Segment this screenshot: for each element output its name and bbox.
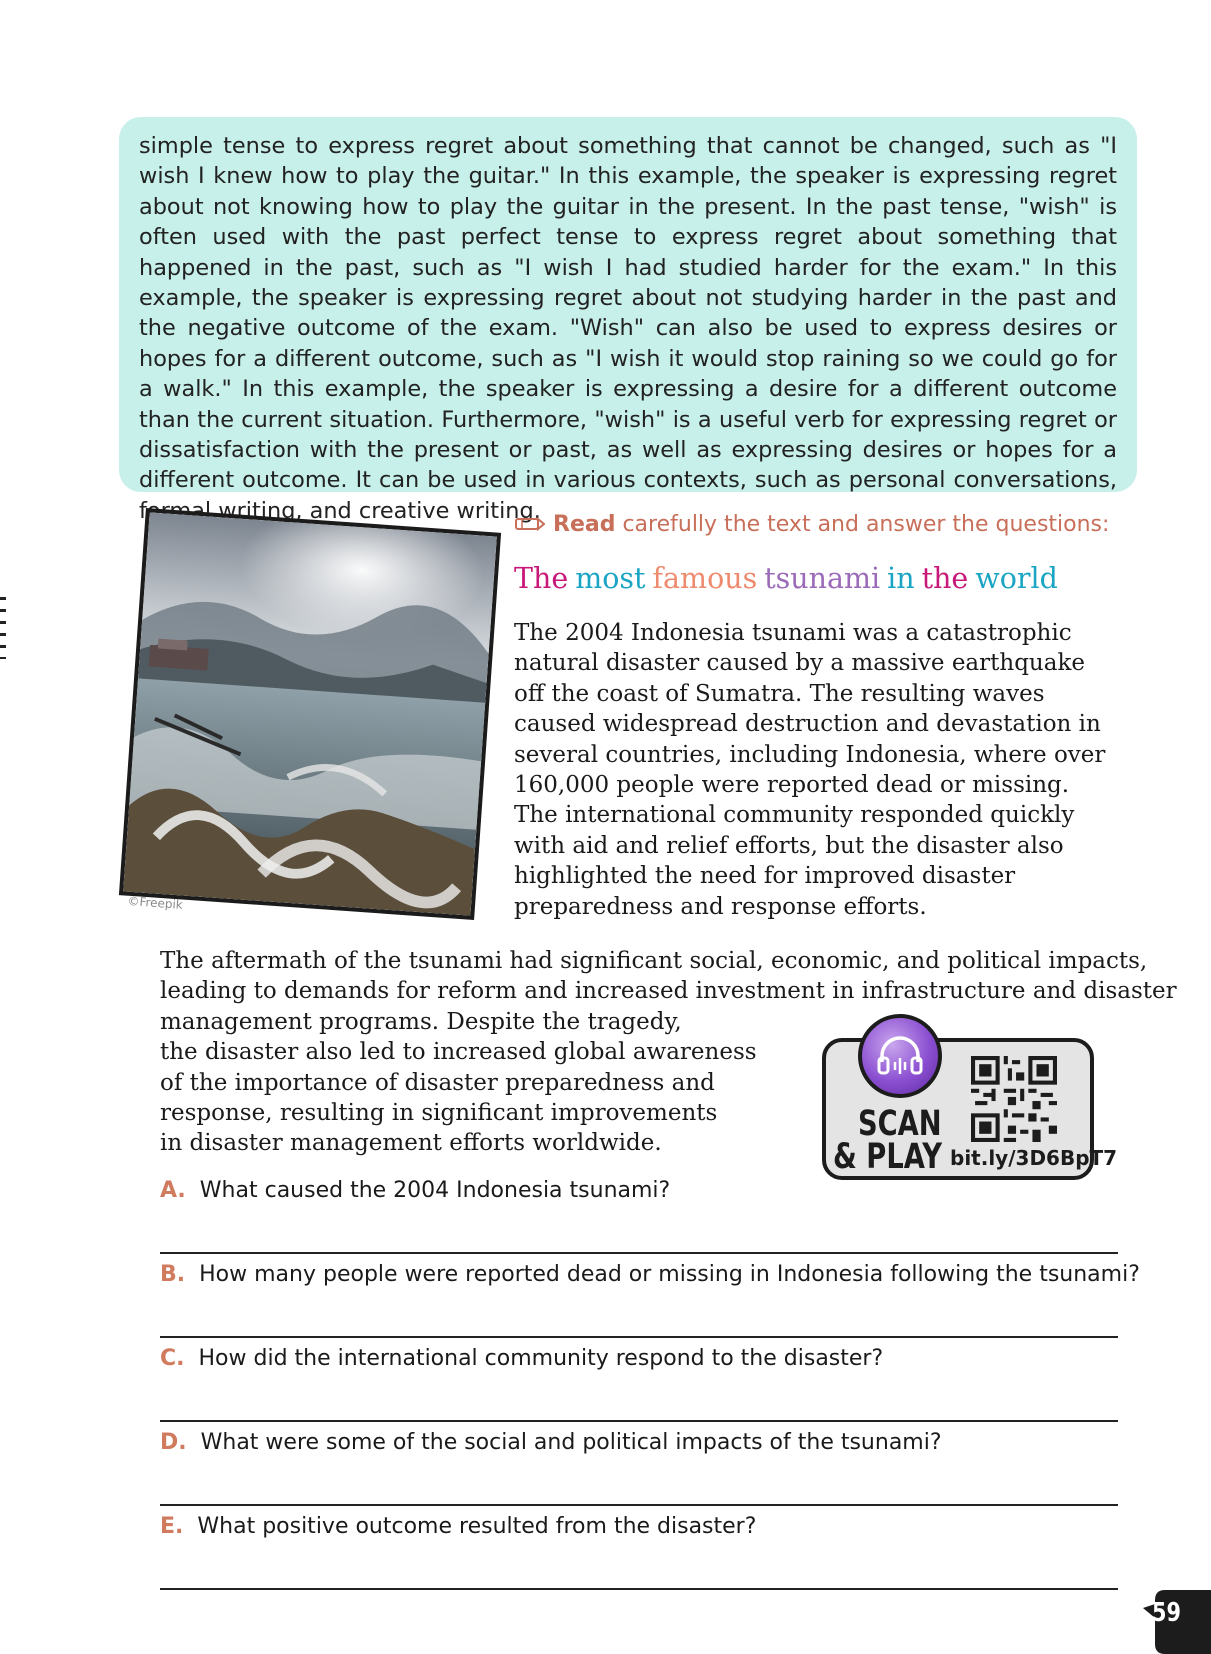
instruction-rest: carefully the text and answer the questions: [615, 512, 1110, 537]
tsunami-photo-illustration [123, 512, 497, 915]
scan-label: SCAN [857, 1104, 942, 1144]
answer-line-c[interactable] [160, 1420, 1118, 1422]
paragraph-line: of the importance of disaster preparedness and [160, 1069, 715, 1096]
grammar-explanation-box [119, 117, 1137, 524]
page-edge-marks [0, 597, 6, 659]
question-text: What caused the 2004 Indonesia tsunami? [199, 1178, 671, 1203]
page-number: 59 [1152, 1598, 1181, 1628]
title-word: the [921, 562, 969, 595]
answer-line-e[interactable] [160, 1588, 1118, 1590]
title-word: in [887, 562, 915, 595]
photo-credit: ©Freepik [127, 894, 184, 912]
article-paragraph-1: The 2004 Indonesia tsunami was a catastrophic natural disaster caused by a massive earthquake off the coast of Sumatra. The resulting waves caused widespread destruction and devastation in several countries, including Indonesia, where over 160,000 people were reported dead or missing. The international community responded quickly with aid and relief efforts, but the disaster also highlighted the need for improved disaster preparedness and response efforts. [514, 620, 1106, 920]
paragraph-line: response, resulting in significant improvements [160, 1100, 718, 1127]
scan-play-label [833, 1104, 943, 1177]
question-letter: D. [160, 1430, 187, 1455]
instruction-bold: Read [553, 512, 616, 537]
paragraph-line: the disaster also led to increased global awareness [160, 1039, 757, 1066]
tsunami-photo [119, 508, 501, 920]
question-d [160, 1430, 942, 1455]
title-word: most [575, 562, 646, 595]
pencil-icon [515, 512, 545, 537]
question-letter: B. [160, 1262, 186, 1287]
title-word: tsunami [764, 562, 881, 595]
question-text: How many people were reported dead or missing in Indonesia following the tsunami? [199, 1262, 1140, 1287]
question-letter: A. [160, 1178, 186, 1203]
question-text: What were some of the social and political impacts of the tsunami? [200, 1430, 942, 1455]
question-e [160, 1514, 756, 1539]
question-text: How did the international community respond to the disaster? [198, 1346, 884, 1371]
grammar-explanation-text: simple tense to express regret about something that cannot be changed, such as "I wish I knew how to play the guitar." In this example, the speaker is expressing regret about not knowing how to play the guitar in the present. In the past tense, "wish" is often used with the past perfect tense to express regret about something that happened in the past, such as "I wish I had studied harder for the exam." In this example, the speaker is expressing regret about not studying harder in the past and the negative outcome of the exam. "Wish" can also be used to express desires or hopes for a different outcome, such as "I wish it would stop raining so we could go for a walk." In this example, the speaker is expressing a desire for a different outcome than the current situation. Furthermore, "wish" is a useful verb for expressing regret or dissatisfaction with the present or past, as well as expressing desires or hopes for a different outcome. It can be used in various contexts, such as personal conversations, formal writing, and creative writing. [139, 133, 1117, 524]
scan-link[interactable]: bit.ly/3D6BpT7 [950, 1146, 1118, 1170]
title-word: famous [652, 562, 758, 595]
instruction-line [515, 512, 1109, 537]
article-title [514, 562, 1065, 595]
question-letter: E. [160, 1514, 184, 1539]
answer-line-d[interactable] [160, 1504, 1118, 1506]
question-c [160, 1346, 883, 1371]
question-a [160, 1178, 670, 1203]
paragraph-line: leading to demands for reform and increased investment in infrastructure and disaster [160, 978, 1177, 1005]
question-b [160, 1262, 1140, 1287]
answer-line-b[interactable] [160, 1336, 1118, 1338]
headphones-icon[interactable] [858, 1014, 942, 1098]
question-text: What positive outcome resulted from the disaster? [197, 1514, 757, 1539]
qr-code[interactable] [971, 1056, 1057, 1142]
paragraph-line: The aftermath of the tsunami had significant social, economic, and political impacts, [160, 948, 1148, 974]
title-word: world [975, 562, 1058, 595]
title-word: The [514, 562, 569, 595]
question-letter: C. [160, 1346, 185, 1371]
play-label: & PLAY [833, 1137, 943, 1177]
paragraph-line: management programs. Despite the tragedy, [160, 1008, 682, 1035]
paragraph-line: in disaster management efforts worldwide. [160, 1130, 662, 1157]
answer-line-a[interactable] [160, 1252, 1118, 1254]
